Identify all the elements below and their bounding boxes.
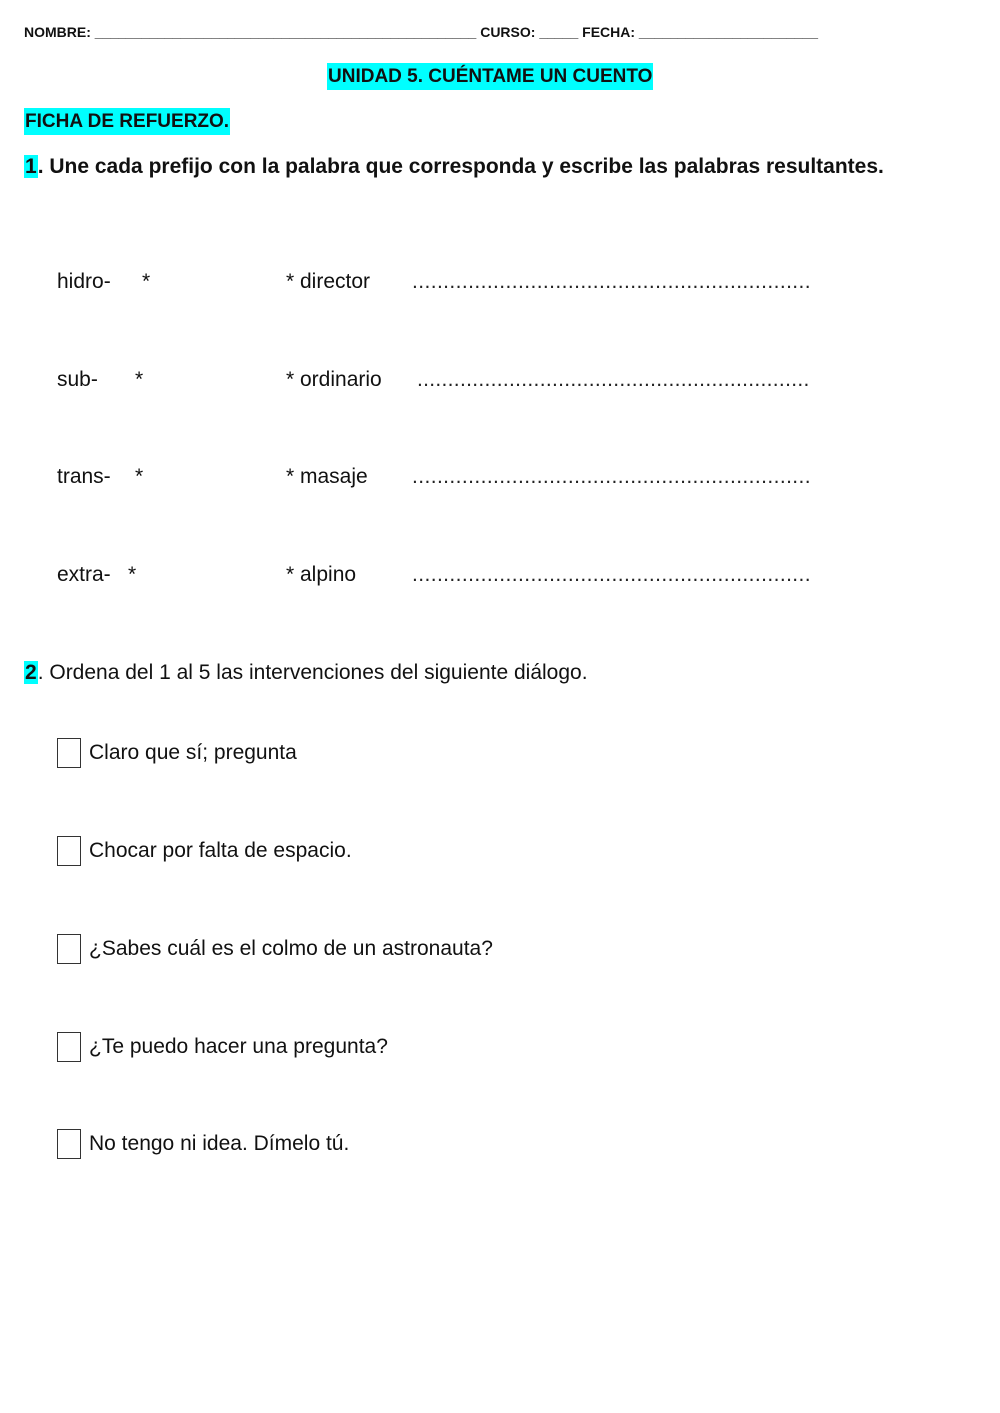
unit-title: UNIDAD 5. CUÉNTAME UN CUENTO [327,63,653,90]
name-blank[interactable]: _________________________________________________ [94,24,477,40]
order-box-5[interactable] [57,1129,81,1159]
prefix-match-point[interactable]: * [128,563,137,586]
date-label: FECHA: [578,24,639,40]
dialogue-line-1: Claro que sí; pregunta [89,741,297,764]
prefix-label: extra- [57,563,111,586]
word-row-3[interactable]: * masaje [286,465,368,488]
date-blank[interactable]: _______________________ [638,24,819,40]
prefix-label: trans- [57,465,111,488]
prefix-match-point[interactable]: * [142,270,151,293]
prefix-label: hidro- [57,270,111,293]
dialogue-line-5: No tengo ni idea. Dímelo tú. [89,1132,350,1155]
dialogue-line-4: ¿Te puedo hacer una pregunta? [89,1035,388,1058]
prefix-row-3 [57,463,144,491]
order-box-2[interactable] [57,836,81,866]
prefix-row-2 [57,366,144,394]
dialogue-line-3: ¿Sabes cuál es el colmo de un astronauta? [89,937,493,960]
prefix-label: sub- [57,368,98,391]
answer-line-4[interactable]: ................................................................ [412,563,812,586]
answer-line-2[interactable]: ................................................................ [417,368,810,391]
prefix-row-4 [57,561,137,589]
prefix-row-1 [57,268,151,296]
order-box-3[interactable] [57,934,81,964]
prefix-match-point[interactable]: * [135,368,144,391]
exercise-1-heading [24,152,884,182]
course-blank[interactable]: _____ [539,24,579,40]
order-box-1[interactable] [57,738,81,768]
order-box-4[interactable] [57,1032,81,1062]
worksheet-subtitle: FICHA DE REFUERZO. [24,108,230,135]
prefix-match-point[interactable]: * [135,465,144,488]
word-row-1[interactable]: * director [286,270,371,293]
exercise-1-instruction: . Une cada prefijo con la palabra que corresponda y escribe las palabras resultantes. [37,155,884,178]
exercise-2-heading [24,658,588,688]
answer-line-1[interactable]: ................................................................ [412,270,812,293]
name-label: NOMBRE: [24,24,95,40]
dialogue-line-2: Chocar por falta de espacio. [89,839,352,862]
word-row-4[interactable]: * alpino [286,563,357,586]
word-row-2[interactable]: * ordinario [286,368,382,391]
exercise-2-instruction: . Ordena del 1 al 5 las intervenciones del siguiente diálogo. [37,661,588,684]
course-label: CURSO: [476,24,540,40]
exercise-1-number: 1 [25,155,37,178]
exercise-2-number: 2 [25,661,37,684]
student-info-line [24,24,818,40]
answer-line-3[interactable]: ................................................................ [412,465,812,488]
